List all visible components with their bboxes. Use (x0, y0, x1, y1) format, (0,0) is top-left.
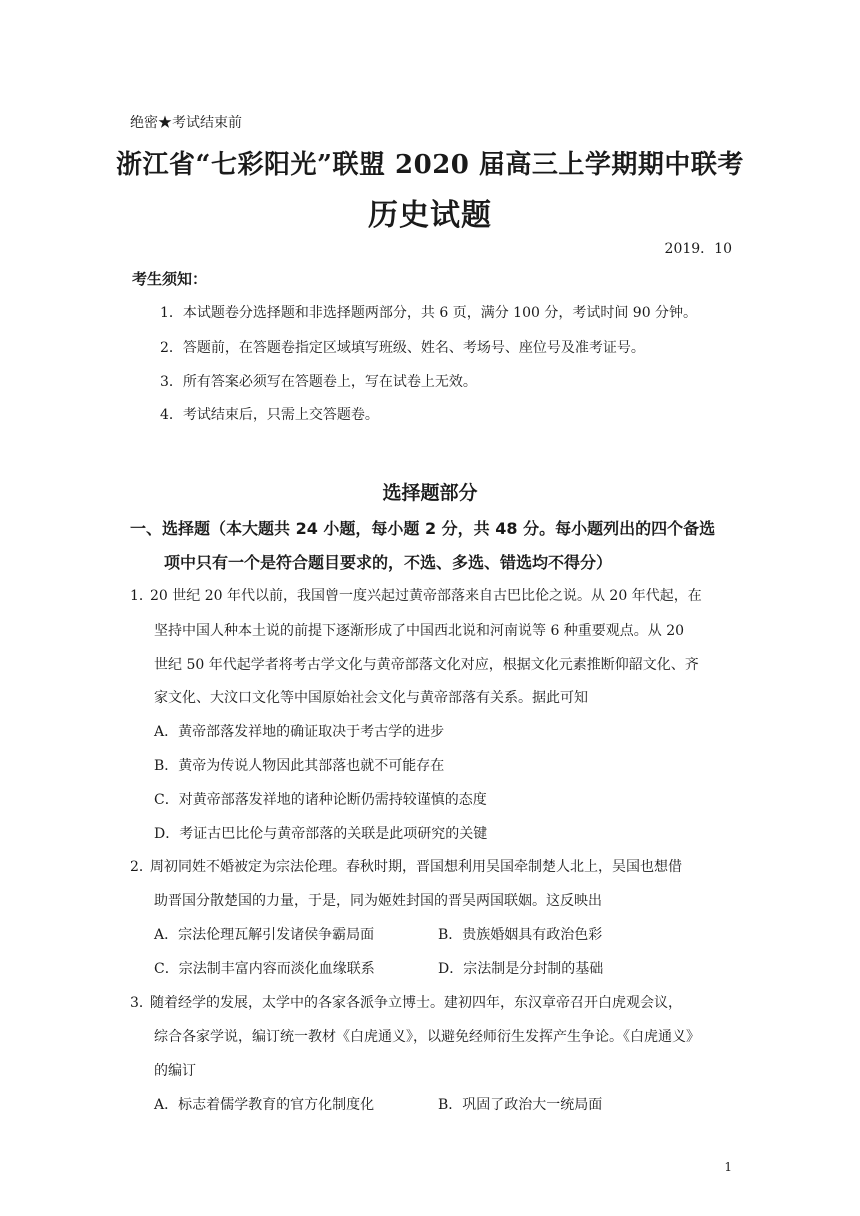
option-a: A．黄帝部落发祥地的确证取决于考古学的进步 (154, 724, 445, 740)
question-number: 3． (130, 995, 153, 1011)
question-stem: 的编订 (154, 1063, 196, 1079)
question-stem: 随着经学的发展，太学中的各家各派争立博士。建初四年，东汉章帝召开白虎观会议， (150, 995, 682, 1011)
option-b: B．贵族婚姻具有政治色彩 (438, 927, 603, 943)
option-b: B．巩固了政治大一统局面 (438, 1097, 603, 1113)
question-stem: 坚持中国人种本土说的前提下逐渐形成了中国西北说和河南说等 6 种重要观点。从 20 (154, 623, 685, 639)
notice-heading: 考生须知： (132, 270, 208, 288)
notice-item: 3．所有答案必须写在答题卷上，写在试卷上无效。 (160, 374, 477, 390)
option-d: D．宗法制是分封制的基础 (438, 961, 604, 977)
notice-item: 1．本试题卷分选择题和非选择题两部分，共 6 页，满分 100 分，考试时间 90 分钟。 (160, 305, 698, 321)
confidential-label: 绝密★考试结束前 (130, 115, 242, 131)
part-heading-cont: 项中只有一个是符合题目要求的，不选、多选、错选均不得分） (164, 553, 613, 572)
option-d: D．考证古巴比伦与黄帝部落的关联是此项研究的关键 (154, 826, 488, 842)
section-title: 选择题部分 (382, 482, 478, 504)
exam-date: 2019．10 (664, 241, 732, 257)
notice-item: 4．考试结束后，只需上交答题卷。 (160, 407, 379, 423)
notice-item: 2．答题前，在答题卷指定区域填写班级、姓名、考场号、座位号及准考证号。 (160, 340, 645, 356)
question-stem: 周初同姓不婚被定为宗法伦理。春秋时期，晋国想利用吴国牵制楚人北上，吴国也想借 (150, 859, 682, 875)
question-stem: 综合各家学说，编订统一教材《白虎通义》，以避免经师衍生发挥产生争论。《白虎通义》 (154, 1029, 700, 1045)
option-a: A．宗法伦理瓦解引发诸侯争霸局面 (154, 927, 375, 943)
question-number: 1． (130, 588, 153, 604)
question-stem: 世纪 50 年代起学者将考古学文化与黄帝部落文化对应，根据文化元素推断仰韶文化、齐 (154, 657, 699, 673)
option-c: C．宗法制丰富内容而淡化血缘联系 (154, 961, 375, 977)
question-stem: 家文化、大汶口文化等中国原始社会文化与黄帝部落有关系。据此可知 (154, 690, 588, 706)
page-number: 1 (724, 1160, 732, 1174)
question-stem: 助晋国分散楚国的力量，于是，同为姬姓封国的晋吴两国联姻。这反映出 (154, 893, 602, 909)
part-heading: 一、选择题（本大题共 24 小题，每小题 2 分，共 48 分。每小题列出的四个备选 (130, 519, 716, 538)
option-c: C．对黄帝部落发祥地的诸种论断仍需持较谨慎的态度 (154, 792, 487, 808)
subject-title: 历史试题 (368, 198, 492, 233)
option-b: B．黄帝为传说人物因此其部落也就不可能存在 (154, 758, 445, 774)
option-a: A．标志着儒学教育的官方化制度化 (154, 1097, 375, 1113)
question-stem: 20 世纪 20 年代以前，我国曾一度兴起过黄帝部落来自古巴比伦之说。从 20 年代起，在 (150, 588, 702, 604)
exam-title: 浙江省“七彩阳光”联盟 2020 届高三上学期期中联考 (116, 150, 744, 180)
question-number: 2． (130, 859, 153, 875)
